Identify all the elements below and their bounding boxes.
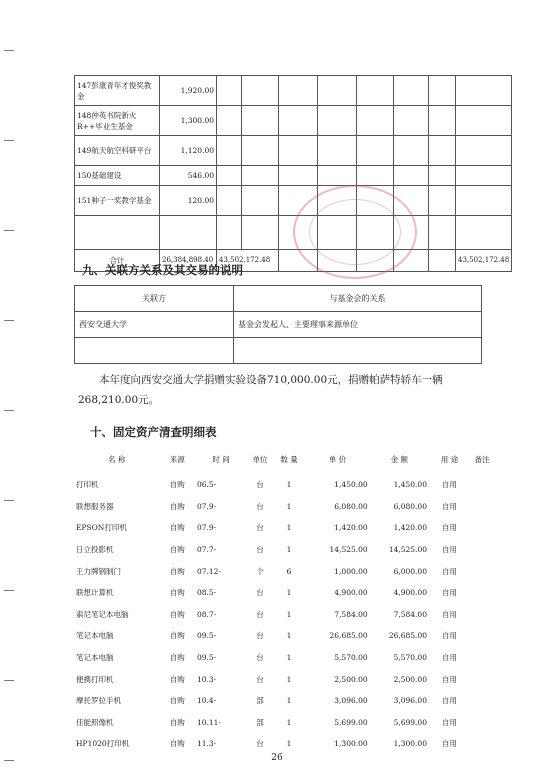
asset-source: 自购 <box>169 717 185 727</box>
table-row <box>75 312 482 338</box>
asset-source: 自购 <box>169 696 185 706</box>
asset-qty: 1 <box>286 588 292 598</box>
asset-time: 09.5- <box>196 653 217 663</box>
asset-note <box>470 517 494 539</box>
asset-source: 自购 <box>169 588 185 598</box>
asset-qty: 1 <box>286 631 292 641</box>
asset-amount: 26,685.00 <box>388 631 427 641</box>
table-row <box>74 690 494 712</box>
asset-name: 便携打印机 <box>76 674 114 684</box>
asset-unit: 台 <box>256 501 264 511</box>
col-relation: 与基金会的关系 <box>234 286 482 312</box>
asset-source: 自购 <box>169 674 185 684</box>
col-use: 用 途 <box>440 454 459 464</box>
official-seal <box>293 185 417 279</box>
asset-name: 日立投影机 <box>76 545 114 555</box>
margin-mark <box>4 50 14 51</box>
asset-qty: 1 <box>286 696 292 706</box>
fund-name: 148仲英书院新火R++毕业生基金 <box>75 106 160 136</box>
asset-use: 自用 <box>441 480 457 490</box>
related-party-name: 西安交通大学 <box>75 312 234 338</box>
asset-unit: 台 <box>256 653 264 663</box>
asset-name: 王力牌钢制门 <box>76 566 121 576</box>
asset-source: 自购 <box>169 480 185 490</box>
asset-amount: 5,699.00 <box>393 717 427 727</box>
table-row-label <box>75 216 160 250</box>
asset-price: 5,570.00 <box>334 653 368 663</box>
fund-name: 147彭康青年才俊奖教金 <box>75 76 160 106</box>
asset-use: 自用 <box>441 739 457 749</box>
fund-amount: 1,300.00 <box>160 106 217 136</box>
section-10-title: 十、固定资产清查明细表 <box>90 425 217 439</box>
table-row <box>74 733 494 755</box>
asset-time: 10.11- <box>196 717 221 727</box>
asset-amount: 4,900.00 <box>393 588 427 598</box>
col-source: 来源 <box>169 454 185 464</box>
fund-name: 151种子一奖教学基金 <box>75 186 160 216</box>
asset-name: 联想服务器 <box>76 501 114 511</box>
table-row <box>75 186 512 216</box>
asset-time: 07.9- <box>196 501 217 511</box>
asset-note <box>470 496 494 518</box>
asset-note <box>470 582 494 604</box>
related-party-relation: 基金会发起人、主要理事来源单位 <box>234 312 482 338</box>
asset-qty: 1 <box>286 653 292 663</box>
asset-use: 自用 <box>441 717 457 727</box>
asset-name: 佳能照像机 <box>76 717 114 727</box>
fund-amount: 1,120.00 <box>160 136 217 166</box>
fund-amount: 1,920.00 <box>160 76 217 106</box>
asset-name: 笔记本电脑 <box>76 653 114 663</box>
col-price: 单 价 <box>328 454 347 464</box>
col-related-party: 关联方 <box>75 286 234 312</box>
asset-source: 自购 <box>169 631 185 641</box>
asset-qty: 1 <box>286 501 292 511</box>
asset-use: 自用 <box>441 631 457 641</box>
asset-qty: 1 <box>286 609 292 619</box>
table-row <box>75 136 512 166</box>
asset-note <box>470 690 494 712</box>
asset-unit: 台 <box>256 523 264 533</box>
asset-amount: 1,420.00 <box>393 523 427 533</box>
asset-time: 10.3- <box>196 674 217 684</box>
fund-name: 150基础建设 <box>75 166 160 186</box>
asset-note <box>470 668 494 690</box>
asset-unit: 部 <box>256 696 264 706</box>
paragraph-line: 268,210.00元。 <box>78 394 160 406</box>
col-unit: 单位 <box>252 454 268 464</box>
asset-amount: 5,570.00 <box>393 653 427 663</box>
asset-unit: 台 <box>256 545 264 555</box>
asset-name: 联想计算机 <box>76 588 114 598</box>
table-row <box>74 712 494 734</box>
asset-note <box>470 625 494 647</box>
margin-mark <box>4 680 14 681</box>
asset-price: 1,420.00 <box>334 523 368 533</box>
table-row <box>74 604 494 626</box>
asset-price: 1,450.00 <box>334 480 368 490</box>
asset-source: 自购 <box>169 566 185 576</box>
asset-amount: 1,450.00 <box>393 480 427 490</box>
asset-use: 自用 <box>441 566 457 576</box>
asset-use: 自用 <box>441 545 457 555</box>
margin-mark <box>4 410 14 411</box>
page-number: 26 <box>271 753 283 763</box>
asset-use: 自用 <box>441 523 457 533</box>
asset-source: 自购 <box>169 609 185 619</box>
table-row <box>74 496 494 518</box>
total-last: 43,502,172.48 <box>456 250 512 272</box>
table-header-row <box>75 286 482 312</box>
donation-paragraph <box>78 370 478 410</box>
table-row <box>75 106 512 136</box>
total-amount: 26,384,898.40 <box>160 250 217 272</box>
asset-note <box>470 539 494 561</box>
margin-mark <box>4 500 14 501</box>
section-9-title: 九、关联方关系及其交易的说明 <box>82 263 243 277</box>
asset-amount: 6,000.00 <box>393 566 427 576</box>
asset-unit: 部 <box>256 717 264 727</box>
asset-name: EPSON打印机 <box>76 523 127 533</box>
table-row <box>74 625 494 647</box>
asset-unit: 台 <box>256 674 264 684</box>
asset-use: 自用 <box>441 696 457 706</box>
asset-time: 07.7- <box>196 545 217 555</box>
total-second: 43,502,172.48 <box>217 250 279 272</box>
table-row <box>74 668 494 690</box>
asset-qty: 1 <box>286 739 292 749</box>
asset-note <box>470 712 494 734</box>
asset-unit: 个 <box>256 566 264 576</box>
fund-amount: 546.00 <box>160 166 217 186</box>
col-qty: 数 量 <box>280 454 298 464</box>
asset-qty: 6 <box>286 566 292 576</box>
asset-note <box>470 647 494 669</box>
asset-time: 07.9- <box>196 523 217 533</box>
asset-note <box>470 474 494 496</box>
asset-amount: 1,300.00 <box>393 739 427 749</box>
asset-name: 摩托罗拉手机 <box>76 696 121 706</box>
asset-use: 自用 <box>441 588 457 598</box>
asset-source: 自购 <box>169 653 185 663</box>
asset-note <box>470 560 494 582</box>
asset-name: HP1020打印机 <box>76 739 130 749</box>
asset-qty: 1 <box>286 545 292 555</box>
asset-price: 14,525.00 <box>329 545 368 555</box>
paragraph-line: 本年度向西安交通大学捐赠实验设备710,000.00元，捐赠帕萨特轿车一辆 <box>99 374 443 386</box>
asset-price: 1,300.00 <box>334 739 368 749</box>
table-row <box>74 517 494 539</box>
margin-mark <box>4 140 14 141</box>
asset-time: 09.5- <box>196 631 217 641</box>
total-label: 合计 <box>75 250 160 272</box>
margin-mark <box>4 590 14 591</box>
asset-price: 26,685.00 <box>329 631 368 641</box>
asset-note <box>470 733 494 755</box>
related-party-table <box>74 285 482 364</box>
asset-qty: 1 <box>286 523 292 533</box>
asset-price: 3,096.00 <box>334 696 368 706</box>
table-row <box>75 166 512 186</box>
asset-use: 自用 <box>441 609 457 619</box>
table-row <box>74 582 494 604</box>
col-amount: 金 额 <box>390 454 409 464</box>
asset-qty: 1 <box>286 674 292 684</box>
asset-name: 笔记本电脑 <box>76 631 114 641</box>
asset-use: 自用 <box>441 653 457 663</box>
asset-unit: 台 <box>256 609 264 619</box>
asset-amount: 14,525.00 <box>388 545 427 555</box>
asset-price: 1,000.00 <box>334 566 368 576</box>
asset-note <box>470 604 494 626</box>
asset-name: 索尼笔记本电脑 <box>76 609 129 619</box>
asset-time: 10.4- <box>196 696 217 706</box>
col-time: 时 间 <box>212 454 230 464</box>
fund-amount: 120.00 <box>160 186 217 216</box>
asset-price: 7,584.00 <box>334 609 368 619</box>
fund-table <box>74 75 512 272</box>
asset-price: 2,500.00 <box>334 674 368 684</box>
asset-time: 06.5- <box>196 480 217 490</box>
asset-source: 自购 <box>169 545 185 555</box>
asset-qty: 1 <box>286 480 292 490</box>
asset-source: 自购 <box>169 501 185 511</box>
asset-price: 6,080.00 <box>334 501 368 511</box>
table-row <box>74 474 494 496</box>
asset-time: 07.12- <box>196 566 221 576</box>
asset-use: 自用 <box>441 674 457 684</box>
table-row <box>75 338 482 364</box>
table-row-label <box>160 216 217 250</box>
asset-unit: 台 <box>256 480 264 490</box>
margin-mark <box>4 320 14 321</box>
asset-price: 5,699.00 <box>334 717 368 727</box>
asset-amount: 6,080.00 <box>393 501 427 511</box>
asset-source: 自购 <box>169 739 185 749</box>
asset-name: 打印机 <box>76 480 99 490</box>
asset-unit: 台 <box>256 631 264 641</box>
col-name: 名 称 <box>108 454 126 464</box>
asset-amount: 3,096.00 <box>393 696 427 706</box>
asset-unit: 台 <box>256 739 264 749</box>
table-row <box>75 76 512 106</box>
asset-unit: 台 <box>256 588 264 598</box>
asset-time: 08.7- <box>196 609 217 619</box>
table-row <box>74 539 494 561</box>
asset-time: 11.3- <box>196 739 217 749</box>
asset-time: 08.5- <box>196 588 217 598</box>
asset-amount: 7,584.00 <box>393 609 427 619</box>
fund-name: 149航天航空科研平台 <box>75 136 160 166</box>
col-note: 备注 <box>474 454 490 464</box>
asset-price: 4,900.00 <box>334 588 368 598</box>
table-header-row <box>74 444 494 474</box>
asset-source: 自购 <box>169 523 185 533</box>
table-row <box>74 560 494 582</box>
fixed-assets-table <box>74 444 494 755</box>
margin-mark <box>4 230 14 231</box>
table-row <box>74 647 494 669</box>
asset-amount: 2,500.00 <box>393 674 427 684</box>
asset-use: 自用 <box>441 501 457 511</box>
asset-qty: 1 <box>286 717 292 727</box>
